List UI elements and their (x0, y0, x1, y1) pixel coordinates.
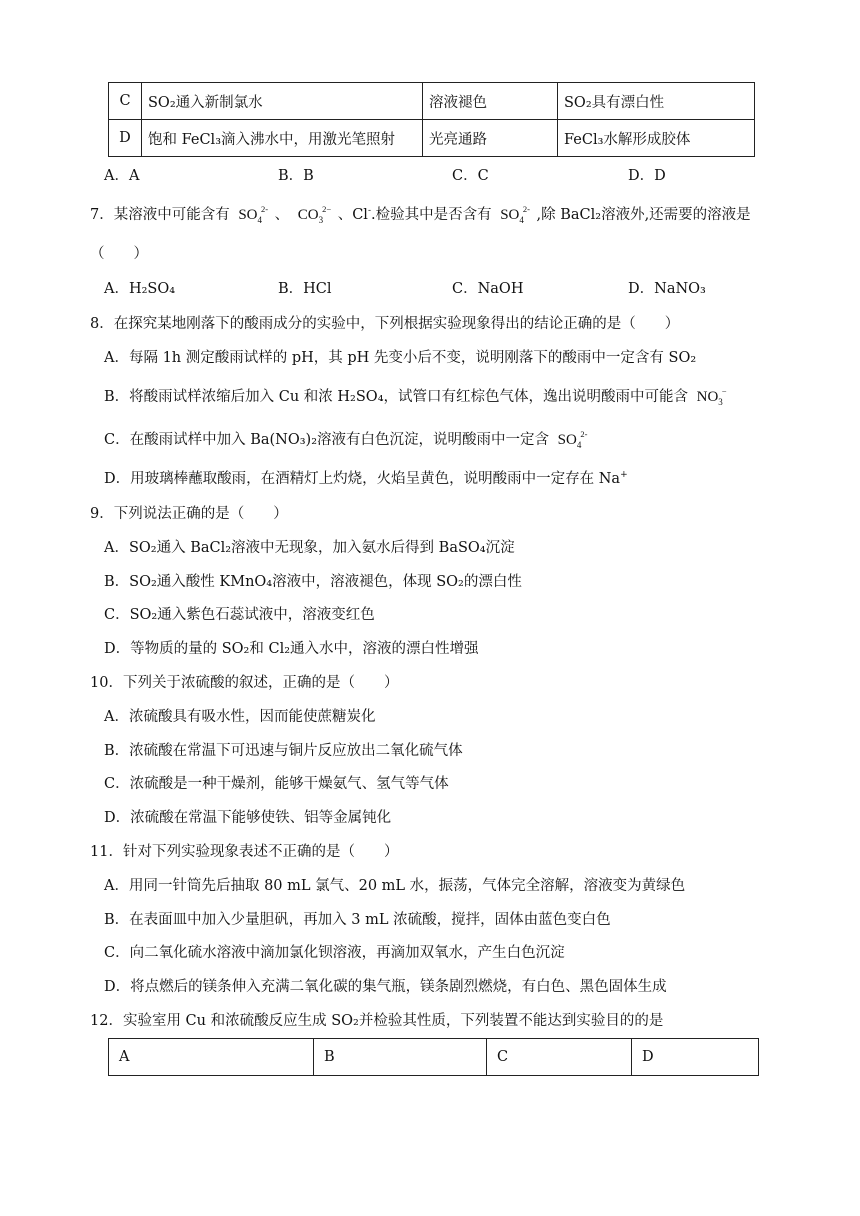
q10-option-b: B．浓硫酸在常温下可迅速与铜片反应放出二氧化硫气体 (104, 743, 463, 759)
sulfate-ion: $SO_4$ 2- (557, 429, 588, 450)
table-row (109, 1039, 759, 1076)
q7-option-d: D．NaNO₃ (628, 281, 706, 297)
q12-stem: 12．实验室用 Cu 和浓硫酸反应生成 SO₂并检验其性质，下列装置不能达到实验目的的是 (90, 1013, 664, 1029)
q9-option-c: C．SO₂通入紫色石蕊试液中，溶液变红色 (104, 607, 375, 623)
header-cell-b: B (314, 1039, 487, 1076)
q11-option-b: B．在表面皿中加入少量胆矾，再加入 3 mL 浓硫酸，搅拌，固体由蓝色变白色 (104, 912, 611, 928)
q12-table (108, 1038, 759, 1076)
q7-text: 7．某溶液中可能含有 (90, 207, 230, 223)
q8-option-d: D．用玻璃棒蘸取酸雨，在酒精灯上灼烧，火焰呈黄色，说明酸雨中一定存在 Na+ (104, 470, 628, 487)
row-label: D (109, 120, 142, 157)
q7-option-a: A．H₂SO₄ (104, 281, 176, 297)
q7-text: .检验其中是否含有 (370, 207, 492, 223)
q7-text: 、Cl (337, 207, 368, 223)
nitrate-ion: $NO_3$ − (696, 386, 727, 407)
q6-option-c: C．C (452, 168, 489, 184)
q7-text: 、 (274, 207, 290, 223)
row-phenomenon: 光亮通路 (423, 120, 558, 157)
sulfate-ion: $SO_4$ 2- (500, 204, 530, 225)
q9-option-b: B．SO₂通入酸性 KMnO₄溶液中，溶液褪色，体现 SO₂的漂白性 (104, 574, 522, 590)
q6-option-d: D．D (628, 168, 666, 184)
row-conclusion: FeCl₃水解形成胶体 (558, 120, 755, 157)
table-row (109, 83, 755, 120)
q11-option-d: D．将点燃后的镁条伸入充满二氧化碳的集气瓶，镁条剧烈燃烧，有白色、黑色固体生成 (104, 979, 667, 995)
row-operation: 饱和 FeCl₃滴入沸水中，用激光笔照射 (142, 120, 423, 157)
q6-table (108, 82, 755, 157)
q11-stem: 11．针对下列实验现象表述不正确的是（ ） (90, 844, 399, 860)
table-row (109, 120, 755, 157)
q7-option-c: C．NaOH (452, 281, 524, 297)
row-conclusion: SO₂具有漂白性 (558, 83, 755, 120)
sodium-charge: + (620, 470, 628, 481)
q9-option-d: D．等物质的量的 SO₂和 Cl₂通入水中，溶液的漂白性增强 (104, 641, 479, 657)
q6-option-a: A．A (104, 168, 140, 184)
row-label: C (109, 83, 142, 120)
q9-option-a: A．SO₂通入 BaCl₂溶液中无现象，加入氨水后得到 BaSO₄沉淀 (104, 540, 515, 556)
q8-option-c: C．在酸雨试样中加入 Ba(NO₃)₂溶液有白色沉淀，说明酸雨中一定含 $SO_4$ 2- (104, 429, 588, 450)
q11-option-c: C．向二氧化硫水溶液中滴加氯化钡溶液，再滴加双氧水，产生白色沉淀 (104, 945, 565, 961)
row-phenomenon: 溶液褪色 (423, 83, 558, 120)
q8-stem: 8．在探究某地刚落下的酸雨成分的实验中，下列根据实验现象得出的结论正确的是（ ） (90, 316, 680, 332)
q9-stem: 9．下列说法正确的是（ ） (90, 506, 288, 522)
q7-option-b: B．HCl (278, 281, 332, 297)
q8-option-b: B．将酸雨试样浓缩后加入 Cu 和浓 H₂SO₄，试管口有红棕色气体，逸出说明酸雨中可能含 $NO_3$ − (104, 386, 727, 407)
q10-option-a: A．浓硫酸具有吸水性，因而能使蔗糖炭化 (104, 709, 376, 725)
header-cell-a: A (109, 1039, 314, 1076)
q7-paren: （ ） (90, 246, 148, 262)
q7-stem (90, 205, 751, 226)
chloride-charge: - (367, 206, 371, 217)
q10-option-c: C．浓硫酸是一种干燥剂，能够干燥氨气、氢气等气体 (104, 776, 449, 792)
q10-stem: 10．下列关于浓硫酸的叙述，正确的是（ ） (90, 675, 399, 691)
row-operation: SO₂通入新制氯水 (142, 83, 423, 120)
q8-option-a: A．每隔 1h 测定酸雨试样的 pH，其 pH 先变小后不变，说明刚落下的酸雨中一定含有 SO₂ (104, 350, 697, 366)
q7-text: ,除 BaCl₂溶液外,还需要的溶液是 (536, 207, 751, 223)
carbonate-ion: $CO_3$ 2− (297, 204, 332, 225)
header-cell-c: C (487, 1039, 632, 1076)
q6-option-b: B．B (278, 168, 314, 184)
sulfate-ion: $SO_4$ 2- (238, 204, 269, 225)
q11-option-a: A．用同一针筒先后抽取 80 mL 氯气、20 mL 水，振荡，气体完全溶解，溶液变为黄绿色 (104, 878, 686, 894)
q10-option-d: D．浓硫酸在常温下能够使铁、铝等金属钝化 (104, 810, 392, 826)
header-cell-d: D (632, 1039, 759, 1076)
